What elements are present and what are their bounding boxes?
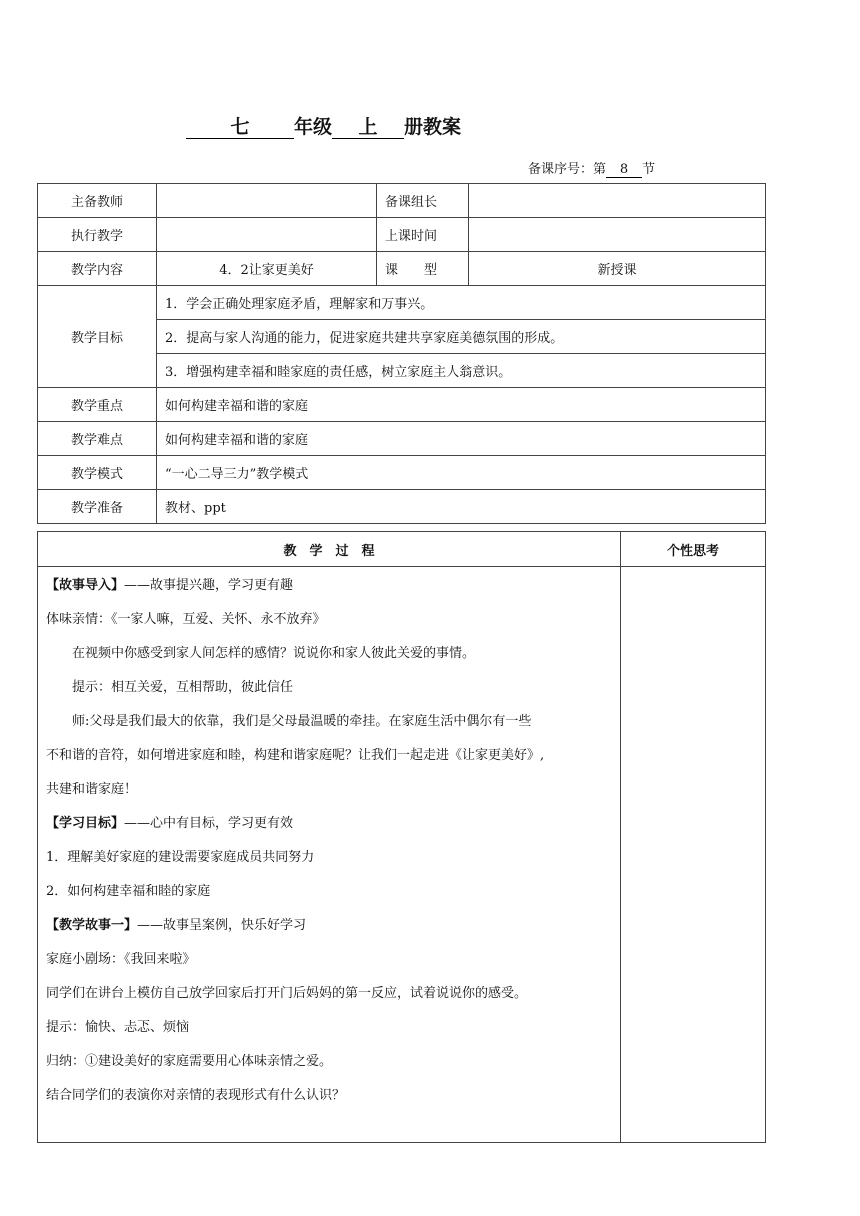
teaching-mode-value: “一心二导三力”教学模式 xyxy=(157,456,766,490)
difficulty-label: 教学难点 xyxy=(38,422,157,456)
section-tag: 【教学故事一】 xyxy=(46,918,138,933)
process-line: 不和谐的音符，如何增进家庭和睦，构建和谐家庭呢？让我们一起走进《让家更美好》, xyxy=(46,748,545,763)
preparation-value: 教材、ppt xyxy=(157,490,766,524)
lesson-type-label: 课 型 xyxy=(377,252,469,286)
process-header: 教 学 过 程 xyxy=(38,532,621,567)
process-content xyxy=(38,567,621,1143)
preparation-label: 教学准备 xyxy=(38,490,157,524)
executor-value xyxy=(157,218,377,252)
section-tag: 【故事导入】 xyxy=(46,578,125,593)
section-subtitle: ——故事提兴趣，学习更有趣 xyxy=(124,578,294,593)
info-row-mode xyxy=(38,456,766,490)
process-line: 在视频中你感受到家人间怎样的感情？说说你和家人彼此关爱的事情。 xyxy=(72,646,476,661)
process-line: 体味亲情：《一家人嘛，互爱、关怀、永不放弃》 xyxy=(46,612,326,627)
info-row-content xyxy=(38,252,766,286)
class-time-label: 上课时间 xyxy=(377,218,469,252)
process-body-row xyxy=(38,567,766,1143)
goals-label: 教学目标 xyxy=(38,286,157,388)
key-point-label: 教学重点 xyxy=(38,388,157,422)
process-line: 归纳：①建设美好的家庭需要用心体味亲情之爱。 xyxy=(46,1054,333,1069)
key-point-value: 如何构建幸福和谐的家庭 xyxy=(157,388,766,422)
teaching-mode-label: 教学模式 xyxy=(38,456,157,490)
volume-field: 上 xyxy=(332,116,404,139)
grade-suffix: 年级 xyxy=(294,116,333,138)
serial-suffix: 节 xyxy=(642,162,656,177)
process-line: 提示：相互关爱，互相帮助，彼此信任 xyxy=(72,680,294,695)
grade-field: 七 xyxy=(186,116,294,139)
process-line: 师:父母是我们最大的依靠，我们是父母最温暖的牵挂。在家庭生活中偶尔有一些 xyxy=(72,714,532,729)
info-row-difficulty xyxy=(38,422,766,456)
section-heading xyxy=(46,569,614,603)
thoughts-header: 个性思考 xyxy=(621,532,766,567)
process-header-row xyxy=(38,532,766,567)
serial-number: 8 xyxy=(606,162,642,178)
serial-prefix: 备课序号：第 xyxy=(528,162,607,177)
process-line: 结合同学们的表演你对亲情的表现形式有什么认识？ xyxy=(46,1088,346,1103)
info-row-prep xyxy=(38,490,766,524)
goal-item: 3．增强构建幸福和睦家庭的责任感，树立家庭主人翁意识。 xyxy=(157,354,766,388)
goal-item: 2．提高与家人沟通的能力，促进家庭共建共享家庭美德氛围的形成。 xyxy=(157,320,766,354)
doc-type: 册教案 xyxy=(404,116,462,138)
lesson-type-value: 新授课 xyxy=(469,252,766,286)
section-heading xyxy=(46,807,614,841)
section-subtitle: ——故事呈案例，快乐好学习 xyxy=(137,918,307,933)
group-leader-value xyxy=(469,184,766,218)
thoughts-cell xyxy=(621,567,766,1143)
content-label: 教学内容 xyxy=(38,252,157,286)
teaching-process-table xyxy=(37,531,766,1143)
goal-item: 1．学会正确处理家庭矛盾，理解家和万事兴。 xyxy=(157,286,766,320)
main-teacher-label: 主备教师 xyxy=(38,184,157,218)
info-row-executor xyxy=(38,218,766,252)
info-row-teacher xyxy=(38,184,766,218)
content-value: 4．2让家更美好 xyxy=(157,252,377,286)
process-line: 家庭小剧场：《我回来啦》 xyxy=(46,952,196,967)
process-line: 共建和谐家庭！ xyxy=(46,782,138,797)
group-leader-label: 备课组长 xyxy=(377,184,469,218)
page-title xyxy=(186,116,461,139)
process-line: 2．如何构建幸福和睦的家庭 xyxy=(46,884,211,899)
executor-label: 执行教学 xyxy=(38,218,157,252)
process-line: 同学们在讲台上模仿自己放学回家后打开门后妈妈的第一反应，试着说说你的感受。 xyxy=(46,986,528,1001)
section-subtitle: ——心中有目标，学习更有效 xyxy=(124,816,294,831)
lesson-serial xyxy=(528,158,655,178)
difficulty-value: 如何构建幸福和谐的家庭 xyxy=(157,422,766,456)
lesson-info-table xyxy=(37,183,766,524)
class-time-value xyxy=(469,218,766,252)
info-row-goal-1 xyxy=(38,286,766,320)
info-row-key xyxy=(38,388,766,422)
section-tag: 【学习目标】 xyxy=(46,816,125,831)
main-teacher-value xyxy=(157,184,377,218)
process-line: 1．理解美好家庭的建设需要家庭成员共同努力 xyxy=(46,850,315,865)
section-heading xyxy=(46,909,614,943)
process-line: 提示：愉快、忐忑、烦恼 xyxy=(46,1020,190,1035)
